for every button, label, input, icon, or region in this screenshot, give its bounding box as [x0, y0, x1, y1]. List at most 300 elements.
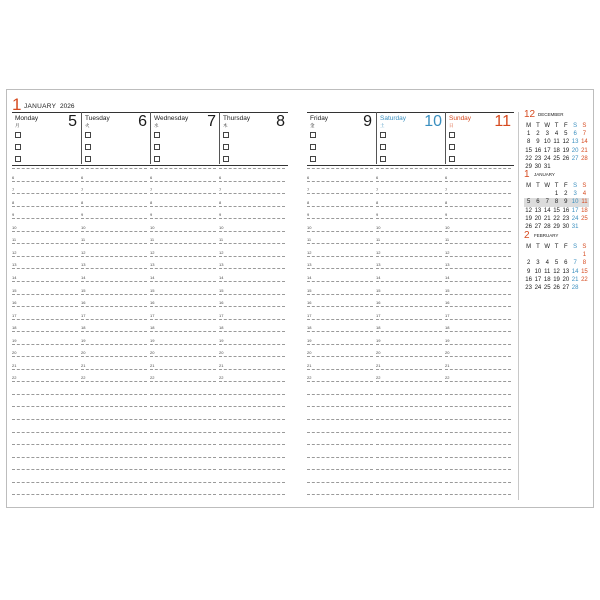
- mini-date[interactable]: 17: [534, 276, 542, 283]
- schedule-line: [150, 306, 216, 307]
- mini-date[interactable]: 12: [525, 207, 532, 214]
- schedule-line: [150, 281, 216, 282]
- mini-date[interactable]: 1: [582, 252, 587, 259]
- mini-month-number: 1: [524, 169, 530, 180]
- weekday-label: S: [582, 123, 587, 129]
- mini-date[interactable]: 17: [571, 207, 579, 214]
- schedule-line: [376, 394, 442, 395]
- hour-label: 19: [81, 337, 86, 343]
- task-checkbox[interactable]: [223, 156, 229, 162]
- day-kanji: 火: [85, 123, 90, 128]
- schedule-line: [150, 406, 216, 407]
- schedule-line: [12, 243, 78, 244]
- weekday-label: S: [573, 183, 578, 189]
- task-checkbox[interactable]: [380, 144, 386, 150]
- hour-label: 18: [445, 325, 450, 331]
- mini-date[interactable]: 13: [562, 268, 570, 275]
- schedule-line: [445, 231, 511, 232]
- day-friday[interactable]: [307, 112, 376, 164]
- schedule-line: [307, 469, 373, 470]
- schedule-line: [219, 356, 285, 357]
- mini-date[interactable]: 15: [581, 268, 588, 275]
- day-number: 8: [276, 113, 285, 130]
- day-monday[interactable]: [12, 112, 81, 164]
- weekday-label: W: [544, 183, 551, 189]
- mini-date[interactable]: 25: [581, 215, 588, 222]
- schedule-line: [150, 231, 216, 232]
- task-checkbox[interactable]: [449, 156, 455, 162]
- hour-label: 18: [376, 325, 381, 331]
- task-checkbox[interactable]: [154, 156, 160, 162]
- mini-date[interactable]: 8: [526, 139, 531, 146]
- schedule-line: [307, 432, 373, 433]
- hour-label: 16: [445, 300, 450, 306]
- hour-label: 10: [219, 224, 224, 230]
- mini-date[interactable]: 13: [534, 207, 542, 214]
- schedule-line: [219, 469, 285, 470]
- mini-date[interactable]: 5: [554, 260, 559, 267]
- weekday-label: T: [554, 183, 559, 189]
- mini-date[interactable]: 9: [561, 198, 570, 206]
- schedule-line: [219, 218, 285, 219]
- mini-date[interactable]: 15: [553, 207, 560, 214]
- schedule-line: [12, 294, 78, 295]
- schedule-line: [219, 193, 285, 194]
- mini-date[interactable]: 24: [534, 285, 542, 292]
- schedule-line: [219, 369, 285, 370]
- mini-date[interactable]: 12: [562, 139, 570, 146]
- hour-label: 21: [445, 362, 450, 368]
- mini-date[interactable]: 24: [543, 155, 551, 162]
- mini-date[interactable]: 15: [525, 147, 532, 154]
- mini-date[interactable]: 1: [526, 131, 531, 138]
- schedule-line: [307, 394, 373, 395]
- mini-date[interactable]: 26: [525, 224, 532, 231]
- schedule-line: [219, 294, 285, 295]
- mini-date[interactable]: 20: [571, 147, 579, 154]
- schedule-line: [376, 356, 442, 357]
- task-checkbox[interactable]: [154, 132, 160, 138]
- mini-date[interactable]: 31: [543, 164, 551, 171]
- mini-date: [552, 251, 561, 259]
- mini-date[interactable]: 6: [564, 260, 568, 267]
- mini-date[interactable]: 8: [582, 260, 587, 267]
- mini-date[interactable]: 21: [581, 147, 588, 154]
- hour-label: 16: [12, 300, 17, 306]
- day-name: Sunday: [449, 115, 472, 122]
- mini-date[interactable]: 16: [534, 147, 542, 154]
- hour-label: 12: [81, 249, 86, 255]
- schedule-line: [12, 231, 78, 232]
- mini-date[interactable]: 7: [582, 131, 587, 138]
- hour-label: 15: [376, 287, 381, 293]
- mini-date[interactable]: 10: [543, 139, 551, 146]
- mini-date[interactable]: 4: [554, 131, 559, 138]
- hour-label: 6: [81, 174, 84, 180]
- schedule-line: [445, 444, 511, 445]
- weekday-label: M: [526, 123, 532, 129]
- schedule-line: [376, 218, 442, 219]
- task-checkbox[interactable]: [310, 144, 316, 150]
- task-checkboxes: [85, 132, 91, 168]
- weekday-label: S: [573, 244, 578, 250]
- schedule-line: [445, 294, 511, 295]
- schedule-line: [376, 281, 442, 282]
- schedule-line: [219, 482, 285, 483]
- day-number: 6: [138, 113, 147, 130]
- mini-date[interactable]: 10: [571, 199, 579, 206]
- schedule-line: [12, 256, 78, 257]
- task-checkbox[interactable]: [15, 132, 21, 138]
- mini-date[interactable]: 30: [562, 224, 570, 231]
- schedule-line: [150, 457, 216, 458]
- mini-date[interactable]: 16: [525, 276, 532, 283]
- mini-calendar-december: [524, 109, 589, 171]
- mini-date[interactable]: 18: [553, 147, 560, 154]
- mini-date[interactable]: 31: [571, 224, 579, 231]
- weekday-label: T: [554, 123, 559, 129]
- mini-date[interactable]: 30: [534, 164, 542, 171]
- schedule-line: [445, 268, 511, 269]
- day-tuesday[interactable]: [81, 112, 151, 164]
- day-number: 7: [207, 113, 216, 130]
- schedule-line: [445, 482, 511, 483]
- task-checkbox[interactable]: [380, 132, 386, 138]
- mini-date[interactable]: 21: [571, 276, 579, 283]
- schedule-line: [150, 494, 216, 495]
- schedule-line: [376, 331, 442, 332]
- mini-calendar-grid: [524, 243, 589, 292]
- schedule-line: [150, 469, 216, 470]
- schedule-line: [445, 281, 511, 282]
- schedule-line: [445, 369, 511, 370]
- day-number: 9: [363, 113, 372, 130]
- mini-date[interactable]: 26: [553, 285, 560, 292]
- mini-date[interactable]: 3: [536, 260, 540, 267]
- hour-label: 13: [150, 262, 155, 268]
- mini-date[interactable]: 17: [543, 147, 551, 154]
- hour-label: 9: [307, 212, 310, 218]
- hour-label: 11: [445, 237, 450, 243]
- schedule-line: [12, 218, 78, 219]
- schedule-line: [81, 218, 147, 219]
- schedule-line: [12, 469, 78, 470]
- mini-date: [570, 163, 579, 171]
- schedule-line: [219, 432, 285, 433]
- schedule-line: [81, 394, 147, 395]
- hour-label: 14: [219, 274, 224, 280]
- weekday-label: M: [526, 244, 532, 250]
- hour-label: 20: [307, 350, 312, 356]
- hour-label: 7: [219, 187, 222, 193]
- mini-month-number: 2: [524, 230, 530, 241]
- mini-date[interactable]: 29: [525, 164, 532, 171]
- mini-date[interactable]: 16: [562, 207, 570, 214]
- mini-date[interactable]: 8: [552, 198, 561, 206]
- schedule-line: [12, 319, 78, 320]
- schedule-line: [307, 494, 373, 495]
- mini-date: [570, 251, 579, 259]
- schedule-line: [219, 344, 285, 345]
- schedule-line: [445, 319, 511, 320]
- schedule-line: [445, 243, 511, 244]
- task-checkbox[interactable]: [310, 156, 316, 162]
- mini-date[interactable]: 19: [562, 147, 570, 154]
- schedule-line: [219, 231, 285, 232]
- mini-month-name: JANUARY: [534, 172, 555, 177]
- schedule-line: [12, 331, 78, 332]
- day-name: Saturday: [380, 115, 407, 122]
- mini-date[interactable]: 3: [573, 191, 577, 198]
- hour-label: 7: [150, 187, 153, 193]
- hour-label: 6: [150, 174, 153, 180]
- schedule-line: [150, 356, 216, 357]
- hour-label: 20: [219, 350, 224, 356]
- mini-date[interactable]: 9: [526, 268, 531, 275]
- mini-date[interactable]: 14: [571, 268, 579, 275]
- task-checkbox[interactable]: [380, 156, 386, 162]
- mini-date[interactable]: 11: [544, 268, 551, 275]
- task-checkbox[interactable]: [223, 144, 229, 150]
- mini-date[interactable]: 23: [525, 285, 532, 292]
- hour-label: 7: [12, 187, 15, 193]
- mini-date[interactable]: 25: [553, 155, 560, 162]
- hour-label: 7: [81, 187, 84, 193]
- hour-label: 17: [150, 312, 155, 318]
- schedule-line: [81, 319, 147, 320]
- weekday-label: F: [564, 183, 568, 189]
- mini-date[interactable]: 4: [545, 260, 549, 267]
- schedule-line: [219, 444, 285, 445]
- schedule-line: [445, 218, 511, 219]
- schedule-line: [307, 218, 373, 219]
- mini-date[interactable]: 13: [571, 139, 579, 146]
- schedule-line: [307, 482, 373, 483]
- schedule-line: [81, 356, 147, 357]
- schedule-line: [81, 281, 147, 282]
- schedule-line: [307, 369, 373, 370]
- hour-label: 10: [81, 224, 86, 230]
- mini-date[interactable]: 22: [553, 215, 560, 222]
- mini-date[interactable]: 29: [553, 224, 560, 231]
- schedule-line: [12, 494, 78, 495]
- mini-date[interactable]: 23: [534, 155, 542, 162]
- schedule-line: [150, 482, 216, 483]
- hour-label: 8: [12, 199, 15, 205]
- task-checkbox[interactable]: [85, 156, 91, 162]
- schedule-line: [150, 206, 216, 207]
- mini-date[interactable]: 20: [562, 276, 570, 283]
- hour-label: 21: [81, 362, 86, 368]
- mini-date[interactable]: 14: [581, 139, 588, 146]
- schedule-line: [376, 168, 442, 169]
- day-number: 10: [424, 113, 442, 130]
- schedule-line: [81, 381, 147, 382]
- weekday-label: M: [526, 183, 532, 189]
- mini-date[interactable]: 6: [573, 131, 577, 138]
- mini-date[interactable]: 27: [562, 285, 570, 292]
- mini-date[interactable]: 28: [543, 224, 551, 231]
- mini-date[interactable]: 6: [533, 198, 542, 206]
- schedule-line: [307, 193, 373, 194]
- task-checkboxes: [380, 132, 386, 168]
- hour-label: 19: [307, 337, 312, 343]
- day-wednesday[interactable]: [150, 112, 220, 164]
- schedule-line: [376, 494, 442, 495]
- task-checkbox[interactable]: [15, 156, 21, 162]
- mini-date[interactable]: 3: [545, 131, 549, 138]
- mini-date[interactable]: 19: [553, 276, 560, 283]
- hour-label: 11: [150, 237, 155, 243]
- schedule-line: [219, 306, 285, 307]
- hour-label: 6: [376, 174, 379, 180]
- mini-date[interactable]: 26: [562, 155, 570, 162]
- hour-label: 7: [445, 187, 448, 193]
- hour-label: 6: [219, 174, 222, 180]
- schedule-line: [12, 444, 78, 445]
- mini-date[interactable]: 28: [571, 285, 579, 292]
- hour-label: 6: [307, 174, 310, 180]
- mini-date[interactable]: 2: [536, 131, 540, 138]
- schedule-line: [307, 168, 373, 169]
- mini-date[interactable]: 28: [581, 155, 588, 162]
- day-name: Wednesday: [154, 115, 189, 122]
- day-thursday[interactable]: [219, 112, 289, 164]
- task-checkboxes: [449, 132, 455, 168]
- hour-label: 6: [445, 174, 448, 180]
- mini-date[interactable]: 27: [571, 155, 579, 162]
- schedule-line: [376, 369, 442, 370]
- mini-date: [533, 190, 542, 198]
- schedule-line: [81, 494, 147, 495]
- hour-label: 12: [219, 249, 224, 255]
- mini-date[interactable]: 2: [526, 260, 531, 267]
- weekday-label: S: [573, 123, 578, 129]
- hour-label: 18: [219, 325, 224, 331]
- schedule-line: [12, 206, 78, 207]
- mini-date[interactable]: 27: [534, 224, 542, 231]
- schedule-line: [12, 181, 78, 182]
- mini-date[interactable]: 11: [581, 199, 588, 206]
- mini-date[interactable]: 24: [571, 215, 579, 222]
- schedule-line: [150, 369, 216, 370]
- mini-date[interactable]: 7: [543, 198, 552, 206]
- mini-date[interactable]: 21: [543, 215, 551, 222]
- schedule-line: [150, 168, 216, 169]
- schedule-line: [219, 181, 285, 182]
- mini-date[interactable]: 18: [581, 207, 588, 214]
- hour-label: 22: [81, 375, 86, 381]
- task-checkbox[interactable]: [310, 132, 316, 138]
- schedule-line: [307, 444, 373, 445]
- schedule-line: [307, 419, 373, 420]
- schedule-line: [445, 494, 511, 495]
- task-checkbox[interactable]: [85, 132, 91, 138]
- schedule-line: [376, 432, 442, 433]
- schedule-line: [445, 356, 511, 357]
- schedule-line: [219, 281, 285, 282]
- schedule-line: [376, 469, 442, 470]
- schedule-line: [376, 344, 442, 345]
- hour-label: 9: [219, 212, 222, 218]
- schedule-line: [12, 419, 78, 420]
- hour-label: 9: [445, 212, 448, 218]
- mini-date: [543, 251, 552, 259]
- hour-label: 11: [12, 237, 17, 243]
- task-checkboxes: [310, 132, 316, 168]
- task-checkbox[interactable]: [154, 144, 160, 150]
- schedule-line: [12, 394, 78, 395]
- mini-date[interactable]: 4: [582, 191, 587, 198]
- mini-date[interactable]: 22: [581, 276, 588, 283]
- hour-label: 22: [12, 375, 17, 381]
- task-checkbox[interactable]: [85, 144, 91, 150]
- schedule-line: [81, 168, 147, 169]
- task-checkbox[interactable]: [449, 132, 455, 138]
- hour-label: 20: [12, 350, 17, 356]
- task-checkbox[interactable]: [15, 144, 21, 150]
- hour-label: 13: [12, 262, 17, 268]
- day-sunday[interactable]: [445, 112, 515, 164]
- mini-date[interactable]: 9: [536, 139, 540, 146]
- hour-label: 14: [12, 274, 17, 280]
- mini-date[interactable]: 5: [564, 131, 568, 138]
- hour-label: 14: [150, 274, 155, 280]
- mini-date[interactable]: 25: [543, 285, 551, 292]
- task-checkbox[interactable]: [449, 144, 455, 150]
- mini-date[interactable]: 14: [543, 207, 551, 214]
- hour-label: 17: [219, 312, 224, 318]
- mini-date[interactable]: 18: [543, 276, 551, 283]
- weekday-label: T: [536, 183, 540, 189]
- task-checkbox[interactable]: [223, 132, 229, 138]
- schedule-line: [81, 369, 147, 370]
- hour-label: 21: [219, 362, 224, 368]
- sidebar-divider: [518, 112, 519, 500]
- schedule-line: [81, 231, 147, 232]
- schedule-line: [12, 406, 78, 407]
- hour-label: 19: [12, 337, 17, 343]
- mini-date[interactable]: 20: [534, 215, 542, 222]
- mini-date[interactable]: 22: [525, 155, 532, 162]
- hour-label: 14: [376, 274, 381, 280]
- mini-date[interactable]: 23: [562, 215, 570, 222]
- schedule-line: [376, 294, 442, 295]
- weekday-label: T: [536, 244, 540, 250]
- schedule-line: [150, 256, 216, 257]
- mini-date[interactable]: 10: [534, 268, 542, 275]
- mini-date[interactable]: 7: [573, 260, 577, 267]
- mini-date[interactable]: 12: [553, 268, 560, 275]
- schedule-line: [81, 243, 147, 244]
- day-saturday[interactable]: [376, 112, 446, 164]
- schedule-line: [376, 381, 442, 382]
- hour-label: 18: [150, 325, 155, 331]
- schedule-line: [376, 419, 442, 420]
- mini-date[interactable]: 2: [564, 191, 568, 198]
- mini-date: [561, 251, 570, 259]
- mini-date[interactable]: 19: [525, 215, 532, 222]
- mini-calendar-february: [524, 230, 589, 292]
- mini-date[interactable]: 1: [554, 191, 559, 198]
- hour-label: 9: [376, 212, 379, 218]
- schedule-line: [81, 181, 147, 182]
- mini-date[interactable]: 5: [524, 198, 533, 206]
- schedule-line: [150, 319, 216, 320]
- schedule-line: [445, 432, 511, 433]
- mini-date[interactable]: 11: [553, 139, 560, 146]
- weekday-label: W: [544, 244, 551, 250]
